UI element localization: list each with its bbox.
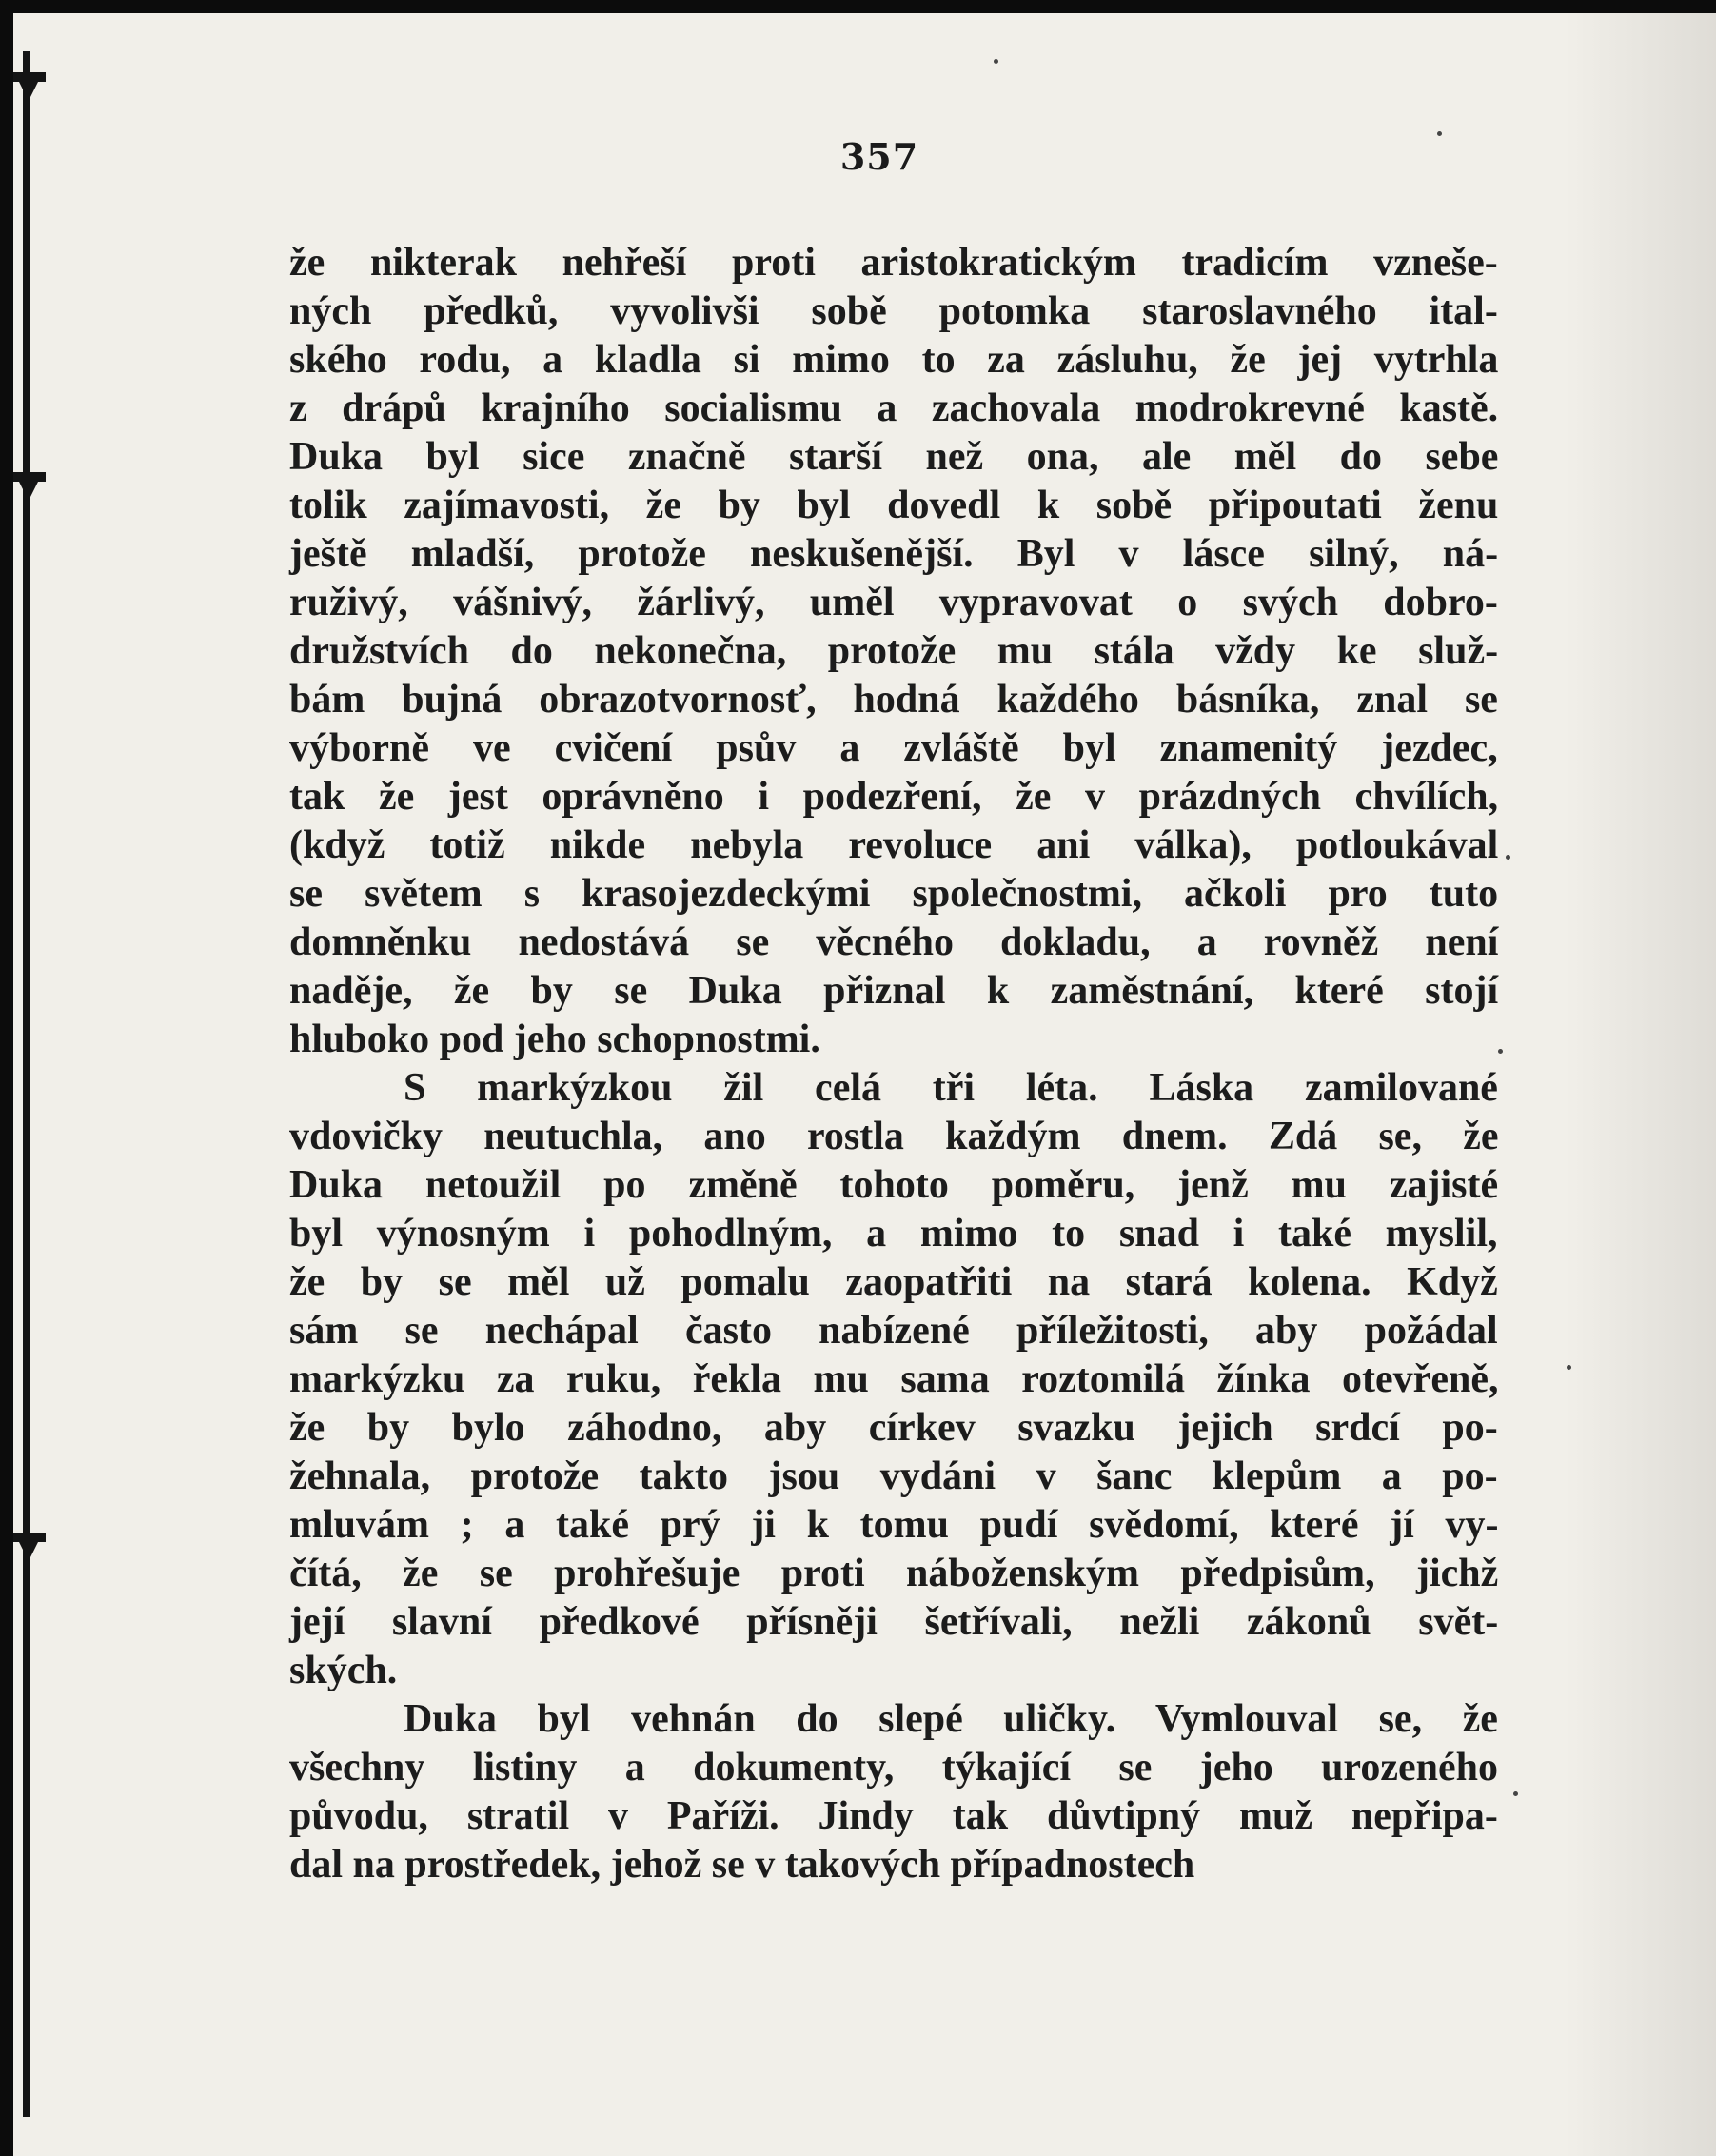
text-line: ruživý, vášnivý, žárlivý, uměl vypravovat o svých dobro- [289,581,1498,624]
text-line: ještě mladší, protože neskušenější. Byl v lásce silný, ná- [289,532,1499,576]
text-line: naděje, že by se Duka přiznal k zaměstnání, které stojí [289,969,1499,1013]
text-line: výborně ve cvičení psův a zvláště byl znamenitý jezdec, [289,726,1498,770]
text-line: ských. [289,1649,398,1692]
binding-mark-top [13,72,46,82]
page-fold-shadow [1564,13,1716,2156]
paragraph [289,1064,1498,1695]
paragraph [289,239,1498,1064]
text-line: mluvám ; a také prý ji k tomu pudí svědomí, které jí vy- [289,1503,1499,1547]
binding-arrow-top-icon [19,82,38,101]
text-line: že by se měl už pomalu zaopatřiti na stará kolena. Když [289,1260,1498,1304]
paper-speck [1498,1049,1503,1054]
text-line: všechny listiny a dokumenty, týkající se jeho urozeného [289,1746,1498,1790]
paper-speck [1567,1365,1571,1370]
text-line: Duka byl vehnán do slepé uličky. Vymlouval se, že [404,1697,1498,1741]
text-line: její slavní předkové přísněji šetřívali, nežli zákonů svět- [289,1600,1499,1644]
text-line: Duka netoužil po změně tohoto poměru, jenž mu zajisté [289,1163,1499,1207]
binding-edge-rule [23,51,30,2117]
text-line: ského rodu, a kladla si mimo to za zásluhu, že jej vytrhla [289,338,1499,382]
text-line: tak že jest oprávněno i podezření, že v prázdných chvílích, [289,775,1499,819]
binding-mark-middle [13,472,46,482]
text-line: S markýzkou žil celá tři léta. Láska zamilované [404,1066,1498,1110]
paper-speck [1513,1791,1518,1796]
text-line: domněnku nedostává se věcného dokladu, a rovněž není [289,920,1499,964]
text-line: Duka byl sice značně starší než ona, ale měl do sebe [289,435,1499,479]
paper-speck [1506,855,1510,860]
text-line: bám bujná obrazotvornosť, hodná každého básníka, znal se [289,678,1498,722]
text-line: (když totiž nikde nebyla revoluce ani válka), potloukával [289,823,1499,867]
paragraph [289,1695,1498,1889]
text-line: dal na prostředek, jehož se v takových případnostech [289,1843,1195,1887]
text-line: hluboko pod jeho schopnostmi. [289,1018,820,1061]
binding-mark-lower [13,1533,46,1542]
text-line: z drápů krajního socialismu a zachovala modrokrevné kastě. [289,386,1499,430]
binding-arrow-lower-icon [19,1542,38,1561]
page-number: 357 [839,135,919,178]
book-page [13,13,1716,2156]
text-line: markýzku za ruku, řekla mu sama roztomilá žínka otevřeně, [289,1357,1499,1401]
text-line: žehnala, protože takto jsou vydáni v šanc klepům a po- [289,1454,1498,1498]
text-line: že by bylo záhodno, aby církev svazku jejich srdcí po- [289,1406,1498,1450]
paper-speck [994,59,998,64]
binding-arrow-middle-icon [19,482,38,501]
text-line: sám se nechápal často nabízené příležitosti, aby požádal [289,1309,1498,1353]
text-line: ných předků, vyvolivši sobě potomka staroslavného ital- [289,289,1498,333]
text-line: se světem s krasojezdeckými společnostmi, ačkoli pro tuto [289,872,1499,916]
text-line: původu, stratil v Paříži. Jindy tak důvtipný muž nepřipa- [289,1794,1498,1838]
text-line: čítá, že se prohřešuje proti náboženským předpisům, jichž [289,1552,1499,1595]
text-line: družstvích do nekonečna, protože mu stála vždy ke služ- [289,629,1499,673]
body-text [289,239,1498,1889]
text-line: vdovičky neutuchla, ano rostla každým dnem. Zdá se, že [289,1115,1499,1158]
text-line: byl výnosným i pohodlným, a mimo to snad i také myslil, [289,1212,1498,1256]
text-line: tolik zajímavosti, že by byl dovedl k sobě připoutati ženu [289,484,1499,527]
text-line: že nikterak nehřeší proti aristokratickým tradicím vznešе- [289,241,1498,285]
